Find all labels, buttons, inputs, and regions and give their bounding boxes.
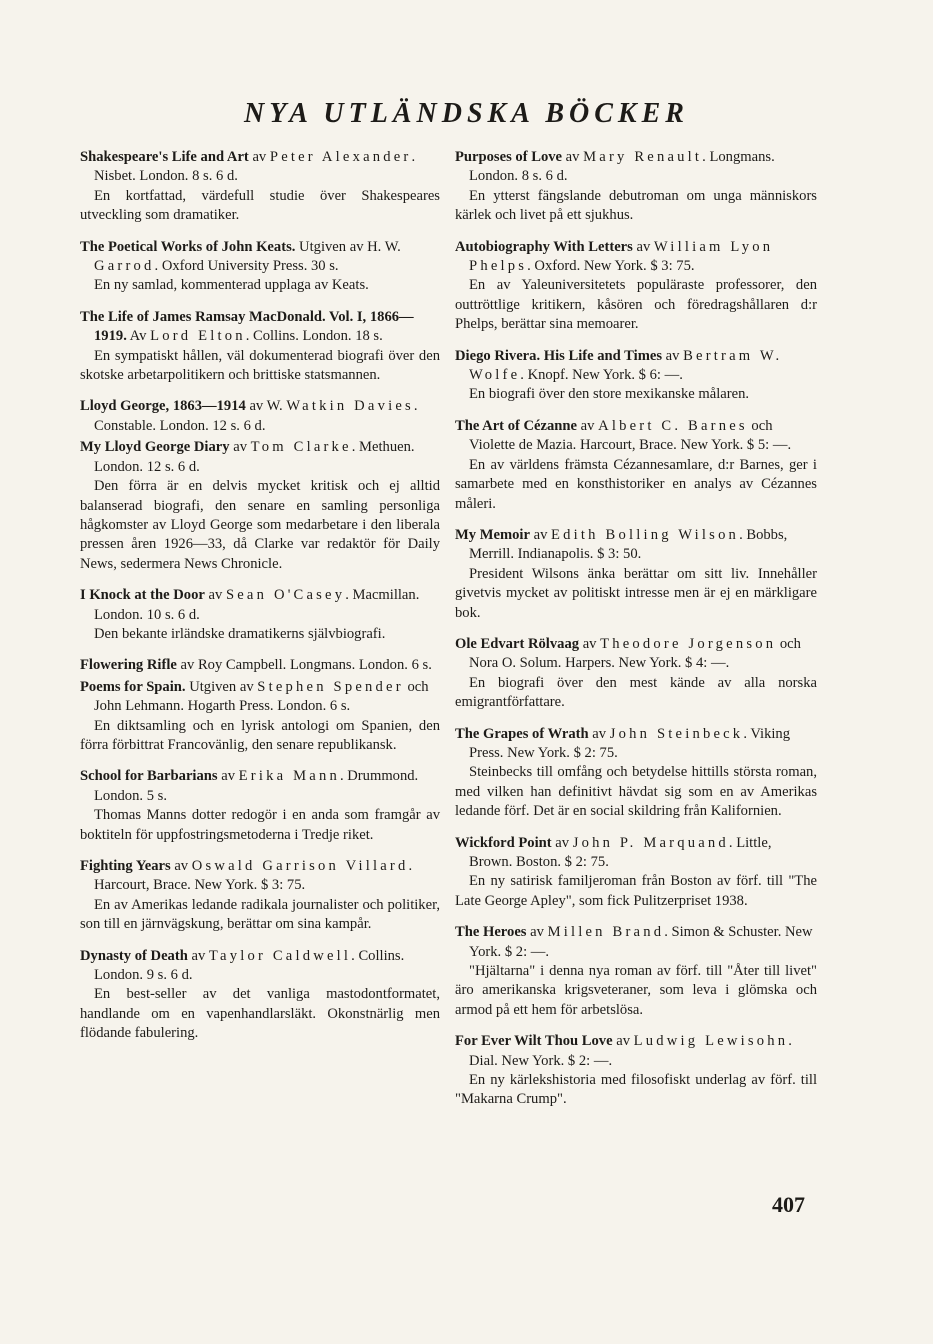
book-reference [80, 586, 440, 625]
book-title: Shakespeare's Life and Art [80, 149, 249, 165]
book-ref-pre: av [229, 439, 251, 456]
book-publisher: . Harcourt, Brace. New York. $ 3: 75. [94, 858, 413, 894]
book-author: John P. Marquand [572, 834, 729, 851]
book-publisher: . Constable. London. 12 s. 6 d. [94, 398, 418, 434]
book-author: Erika Mann [238, 768, 340, 785]
book-publisher: . Knopf. New York. $ 6: —. [520, 367, 683, 384]
book-title: School for Barbarians [80, 768, 218, 785]
book-title: The Art of Cézanne [455, 417, 578, 434]
book-publisher: och Violette de Mazia. Harcourt, Brace. New York. $ 5: —. [469, 417, 792, 454]
book-ref-pre: av [187, 947, 209, 964]
book-ref-pre: av [170, 858, 192, 874]
book-reference [455, 347, 817, 386]
book-reference [455, 635, 817, 674]
book-ref-pre: av Roy Campbell. Longmans. London. 6 s. [176, 657, 432, 674]
book-reference [80, 438, 440, 477]
book-entry [455, 923, 817, 1020]
book-description: Den bekante irländske dramatikerns självbiografi. [94, 625, 386, 642]
book-entry [80, 947, 440, 1044]
book-title: The Life of James Ramsay MacDonald. Vol. I, 1866—1919. [80, 308, 414, 345]
book-reference [80, 857, 440, 896]
book-entry [80, 678, 440, 756]
book-title: Ole Edvart Rölvaag [455, 635, 580, 652]
book-author: Peter Alexander [269, 149, 412, 165]
book-title: Dynasty of Death [80, 947, 188, 964]
book-publisher: . Nisbet. London. 8 s. 6 d. [94, 149, 416, 185]
book-entry [455, 635, 817, 713]
book-description: En av världens främsta Cézannesamlare, d:r Barnes, ger i samarbete med en konsthistoriker en analys av Cézannes måleri. [455, 456, 817, 512]
book-title: The Poetical Works of John Keats. [80, 238, 296, 255]
right-column [455, 148, 817, 1122]
book-ref-pre: Utgiven av H. W. [295, 238, 401, 255]
book-entry [455, 1032, 817, 1110]
book-entry [80, 397, 440, 436]
book-ref-pre: av [551, 834, 573, 851]
book-author: William Lyon Phelps [469, 238, 774, 275]
book-description: En biografi över den mest kände av alla norska emigrantförfattare. [455, 674, 817, 711]
book-ref-pre: av [248, 149, 270, 165]
book-publisher: . Methuen. London. 12 s. 6 d. [94, 439, 415, 475]
left-column [80, 148, 440, 1056]
book-entry [80, 857, 440, 935]
book-title: My Memoir [455, 526, 530, 543]
book-entry [80, 656, 440, 675]
book-entry [80, 148, 440, 226]
book-ref-pre: av [204, 587, 226, 604]
book-title: I Knock at the Door [80, 587, 205, 604]
book-publisher: och John Lehmann. Hogarth Press. London. 6 s. [94, 678, 429, 715]
book-title: Fighting Years [80, 858, 171, 874]
book-reference [455, 923, 817, 962]
book-ref-pre: av [579, 635, 601, 652]
book-description: Den förra är en delvis mycket kritisk och ej alltid balanserad biografi, den senare en samling personliga hågkomster av Lloyd George som medarbetare i den liberala pressen åren 1926—33, då Clarke var redaktör för Daily News, sedermera News Chronicle. [80, 478, 440, 572]
book-reference [455, 1032, 817, 1071]
book-description: Thomas Manns dotter redogör i en anda som framgår av boktiteln för uppfostringsmetoderna i Tredje riket. [80, 807, 440, 843]
book-entry [455, 347, 817, 405]
book-reference [80, 397, 440, 436]
book-title: Diego Rivera. His Life and Times [455, 347, 663, 364]
book-entry [455, 725, 817, 822]
book-entry [80, 586, 440, 644]
book-author: Edith Bolling Wilson [551, 526, 740, 543]
book-ref-pre: av [612, 1033, 634, 1050]
book-publisher: och Nora O. Solum. Harpers. New York. $ 4: —. [469, 635, 801, 672]
book-author: Millen Brand [547, 924, 665, 941]
book-publisher: . Simon & Schuster. New York. $ 2: —. [469, 924, 813, 960]
book-description: President Wilsons änka berättar om sitt liv. Innehåller givetvis mycket av politiskt intresse men är ej en märkligare bok. [455, 565, 817, 621]
book-author: Mary Renault [583, 149, 703, 165]
book-entry [455, 238, 817, 335]
book-title: For Ever Wilt Thou Love [455, 1033, 613, 1050]
book-publisher: . Bobbs, Merrill. Indianapolis. $ 3: 50. [469, 526, 788, 563]
book-author: Theodore Jorgenson [600, 635, 777, 652]
book-ref-pre: av W. [245, 398, 287, 415]
book-entry [80, 438, 440, 574]
book-title: The Grapes of Wrath [455, 725, 589, 742]
book-entry [80, 308, 440, 386]
book-description: Steinbecks till omfång och betydelse hittills största roman, med vilken han definitivt hävdat sig som en av Amerikas ledande förf. Det är en social skildring från Kalifornien. [455, 764, 817, 820]
book-description: En ny samlad, kommenterad upplaga av Keats. [94, 277, 369, 294]
book-author: Tom Clarke [250, 439, 352, 456]
book-publisher: . Oxford University Press. 30 s. [154, 258, 339, 275]
book-description: En ny kärlekshistoria med filosofiskt underlag av förf. till "Makarna Crump". [455, 1072, 817, 1108]
book-description: En ytterst fängslande debutroman om unga människors kärlek och livet på ett sjukhus. [455, 187, 817, 224]
book-description: En diktsamling och en lyrisk antologi om Spanien, den förra förbittrat Francovänlig, den senare republikansk. [80, 717, 440, 753]
book-reference [80, 767, 440, 806]
book-entry [455, 526, 817, 623]
book-reference [80, 148, 440, 187]
book-reference [80, 656, 440, 675]
book-author: Oswald Garrison Villard [191, 858, 409, 874]
book-description: En best-seller av det vanliga mastodontformatet, handlande om en vapenhandlarsläkt. Okonstnärlig men flödande fabulering. [80, 986, 440, 1042]
book-ref-pre: Utgiven av [185, 678, 258, 695]
book-reference [80, 308, 440, 347]
book-author: Lord Elton [150, 328, 246, 345]
book-author: Sean O'Casey [225, 587, 346, 604]
book-publisher: . Dial. New York. $ 2: —. [469, 1033, 792, 1069]
book-description: En kortfattad, värdefull studie över Shakespeares utveckling som dramatiker. [80, 187, 440, 224]
book-author: Stephen Spender [257, 678, 404, 695]
book-title: Autobiography With Letters [455, 238, 633, 255]
book-publisher: . Macmillan. London. 10 s. 6 d. [94, 587, 420, 623]
book-reference [455, 834, 817, 873]
book-reference [455, 148, 817, 187]
book-title: Wickford Point [455, 834, 552, 851]
book-author: John Steinbeck [609, 725, 744, 742]
book-title: Poems for Spain. [80, 678, 186, 695]
book-ref-pre: av [632, 238, 654, 255]
book-author: Ludwig Lewisohn [633, 1033, 789, 1050]
book-reference [80, 947, 440, 986]
book-ref-pre: av [662, 347, 684, 364]
book-author: Watkin Davies [286, 398, 414, 415]
book-author: Bertram W. Wolfe [469, 347, 783, 384]
book-ref-pre: Av [126, 328, 151, 345]
book-publisher: . Viking Press. New York. $ 2: 75. [469, 725, 791, 761]
book-reference [80, 238, 440, 277]
book-ref-pre: av [529, 526, 552, 543]
book-title: Flowering Rifle [80, 657, 177, 674]
book-publisher: . Collins. London. 9 s. 6 d. [94, 947, 405, 984]
book-reference [455, 238, 817, 277]
book-reference [80, 678, 440, 717]
book-ref-pre: av [526, 924, 548, 941]
book-title: Lloyd George, 1863—1914 [80, 398, 246, 415]
book-description: En biografi över den store mexikanske målaren. [469, 386, 750, 403]
book-reference [455, 417, 817, 456]
book-author: Albert C. Barnes [598, 417, 748, 434]
page-title: NYA UTLÄNDSKA BÖCKER [244, 98, 689, 129]
book-description: En av Amerikas ledande radikala journalister och politiker, son till en järnvägskung, berättar om sina kampår. [80, 896, 440, 933]
book-publisher: . Little, Brown. Boston. $ 2: 75. [469, 834, 772, 870]
book-description: En sympatiskt hållen, väl dokumenterad biografi över den skotske arbetarpolitikern och brittiske statsmannen. [80, 347, 440, 384]
book-entry [455, 834, 817, 912]
book-publisher: . Oxford. New York. $ 3: 75. [527, 258, 695, 275]
book-ref-pre: av [588, 725, 610, 742]
book-publisher: . Longmans. London. 8 s. 6 d. [469, 149, 775, 185]
book-ref-pre: av [217, 768, 239, 785]
book-description: En av Yaleuniversitetets populäraste professorer, den outtröttlige kritikern, kåsören och föredragshållaren d:r Phelps, berättar sina memoarer. [455, 277, 817, 333]
book-publisher: . Collins. London. 18 s. [245, 328, 383, 345]
book-description: "Hjältarna" i denna nya roman av förf. till "Åter till livet" äro amerikanska krigsveteraner, som leva i glömska och armod på ett hem för arbetslösa. [455, 963, 817, 1018]
book-entry [80, 767, 440, 845]
book-title: My Lloyd George Diary [80, 439, 230, 456]
book-reference [455, 526, 817, 565]
book-author: Garrod [94, 258, 155, 275]
book-entry [455, 148, 817, 226]
book-title: Purposes of Love [455, 149, 563, 165]
page-number: 407 [772, 1192, 805, 1217]
book-publisher: . Drummond. London. 5 s. [94, 768, 419, 804]
book-ref-pre: av [577, 417, 599, 434]
book-entry [80, 238, 440, 296]
book-entry [455, 417, 817, 514]
book-title: The Heroes [455, 924, 527, 941]
book-author: Taylor Caldwell [208, 947, 352, 964]
book-description: En ny satirisk familjeroman från Boston av förf. till "The Late George Apley", som fick Pulitzerpriset 1938. [455, 873, 817, 909]
book-ref-pre: av [562, 149, 584, 165]
book-reference [455, 725, 817, 764]
